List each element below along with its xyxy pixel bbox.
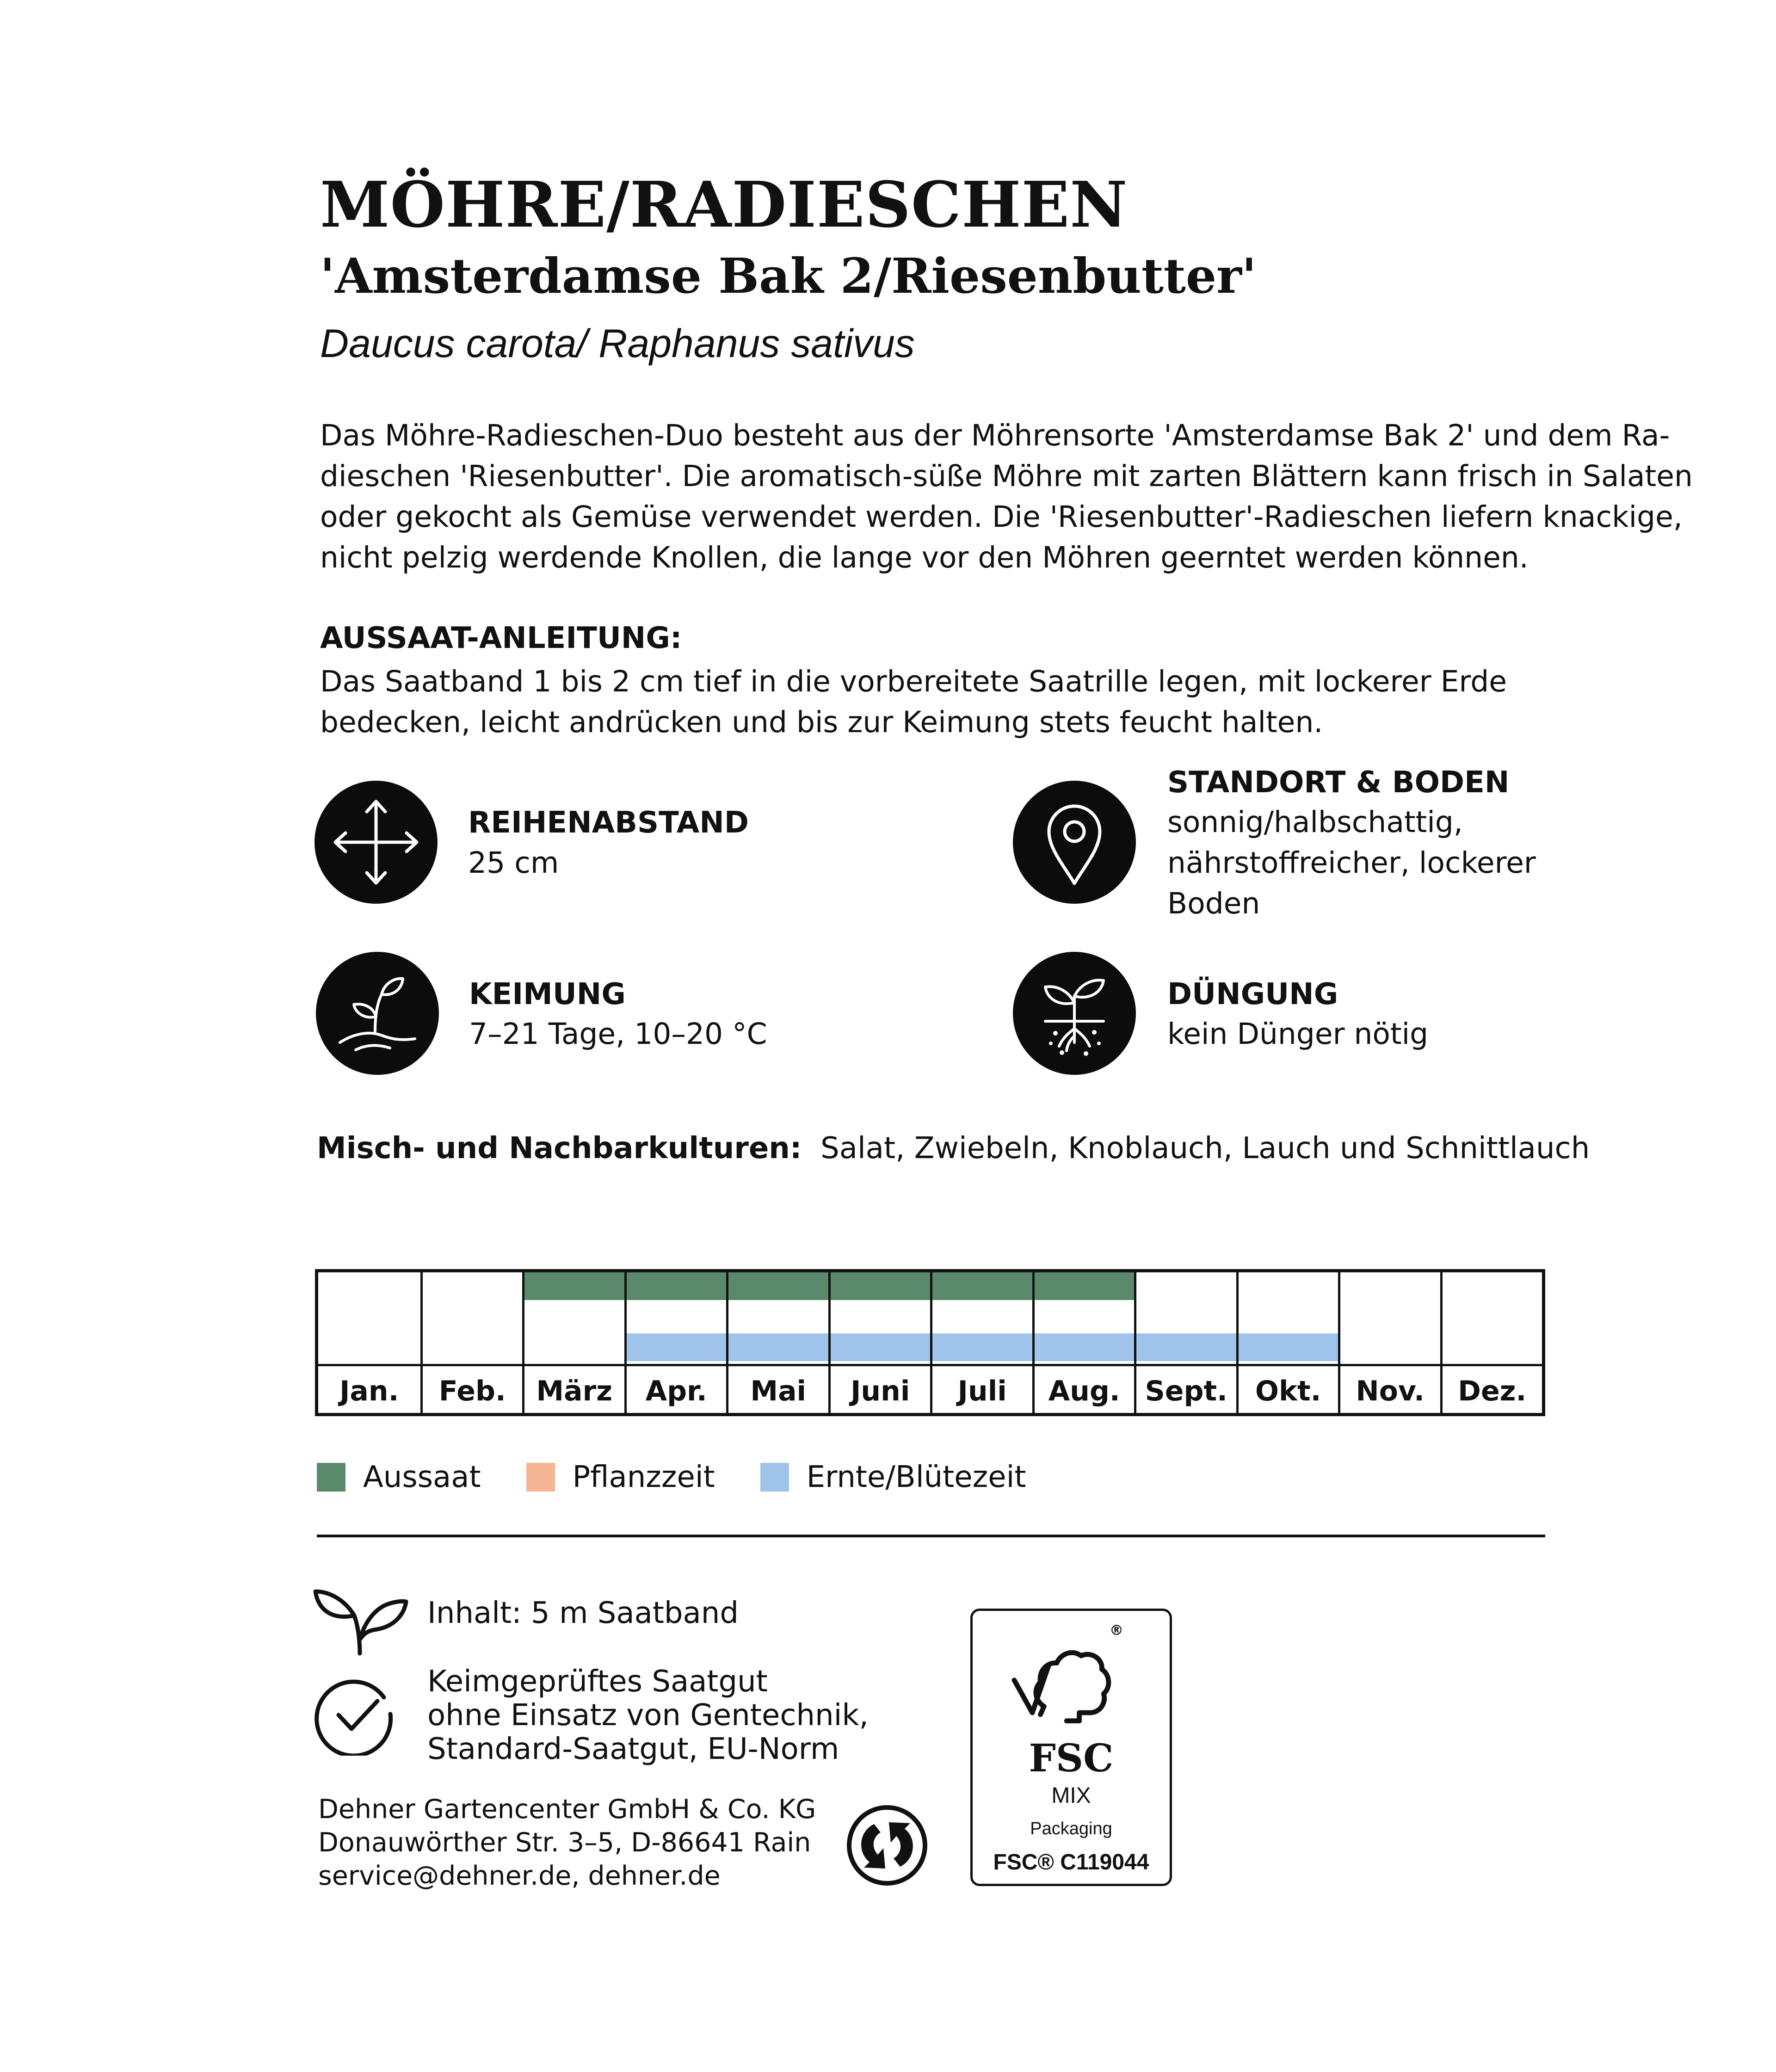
- product-description: [320, 415, 1693, 578]
- calendar-month-label: Apr.: [645, 1375, 707, 1407]
- arrows-cross-icon: [314, 781, 438, 904]
- calendar-month: [1440, 1272, 1542, 1413]
- calendar-month-label: Dez.: [1458, 1375, 1527, 1407]
- fsc-wordmark: FSC: [1029, 1736, 1114, 1781]
- germination-value: 7–21 Tage, 10–20 °C: [469, 1017, 767, 1051]
- description-line: Das Möhre-Radieschen-Duo besteht aus der Möhrensorte 'Amsterdamse Bak 2' und dem Ra-: [320, 419, 1670, 452]
- calendar-month: [1338, 1272, 1440, 1413]
- product-title: MÖHRE/RADIESCHEN: [320, 168, 1128, 242]
- address-line: Dehner Gartencenter GmbH & Co. KG: [318, 1794, 816, 1825]
- map-pin-icon: [1013, 781, 1136, 904]
- location-line: sonnig/halbschattig,: [1167, 805, 1463, 839]
- calendar-row-divider: [627, 1364, 727, 1366]
- package-content: Inhalt: 5 m Saatband: [427, 1596, 739, 1630]
- legend-label-plant: Pflanzzeit: [572, 1460, 715, 1494]
- calendar-row-divider: [1239, 1364, 1338, 1366]
- legend-swatch-sow: [317, 1463, 345, 1492]
- sowing-heading: AUSSAAT-ANLEITUNG:: [320, 621, 682, 655]
- calendar-month: [318, 1272, 420, 1413]
- sowing-bar: [831, 1272, 931, 1300]
- sowing-calendar: [315, 1269, 1545, 1416]
- calendar-month-label: Juli: [957, 1375, 1007, 1407]
- calendar-month-label: Aug.: [1048, 1375, 1120, 1407]
- location-line: Boden: [1167, 887, 1260, 920]
- description-line: nicht pelzig werdende Knollen, die lange vor den Möhren geerntet werden können.: [320, 541, 1529, 574]
- calendar-month-label: Sept.: [1145, 1375, 1227, 1407]
- row-spacing-heading: REIHENABSTAND: [468, 806, 749, 840]
- sowing-line: Das Saatband 1 bis 2 cm tief in die vorbereitete Saatrille legen, mit lockerer Erde: [320, 665, 1507, 698]
- leaves-icon: [312, 1570, 409, 1658]
- fsc-logo: [970, 1609, 1172, 1886]
- fsc-packaging-label: Packaging: [1030, 1819, 1112, 1838]
- calendar-row-divider: [1136, 1364, 1236, 1366]
- check-circle-icon: [314, 1672, 398, 1756]
- description-line: oder gekocht als Gemüse verwendet werden. Die 'Riesenbutter'-Radieschen liefern knackige,: [320, 500, 1683, 534]
- calendar-month: [726, 1272, 828, 1413]
- companion-text: Salat, Zwiebeln, Knoblauch, Lauch und Schnittlauch: [820, 1131, 1590, 1166]
- fertilizer-value: kein Dünger nötig: [1167, 1017, 1429, 1051]
- sowing-line: bedecken, leicht andrücken und bis zur Keimung stets feucht halten.: [320, 705, 1323, 739]
- calendar-month: [930, 1272, 1032, 1413]
- calendar-row-divider: [524, 1364, 624, 1366]
- calendar-month: [1134, 1272, 1236, 1413]
- calendar-month: [522, 1272, 624, 1413]
- sowing-bar: [524, 1272, 624, 1300]
- harvest-bar: [1239, 1333, 1338, 1361]
- location-heading: STANDORT & BODEN: [1167, 765, 1510, 800]
- quality-statement: [427, 1665, 869, 1766]
- calendar-month-label: Okt.: [1255, 1375, 1321, 1407]
- calendar-month: [1032, 1272, 1135, 1413]
- legend-item-sow: [317, 1460, 481, 1494]
- quality-line: ohne Einsatz von Gentechnik,: [427, 1698, 869, 1733]
- germination-heading: KEIMUNG: [469, 977, 626, 1011]
- calendar-month: [828, 1272, 931, 1413]
- legend-item-plant: [526, 1460, 715, 1494]
- row-spacing-value: 25 cm: [468, 846, 559, 880]
- latin-name: Daucus carota/ Raphanus sativus: [320, 321, 915, 366]
- harvest-bar: [1136, 1333, 1236, 1361]
- calendar-row-divider: [1443, 1364, 1542, 1366]
- sowing-instructions: [320, 661, 1507, 743]
- description-line: dieschen 'Riesenbutter'. Die aromatisch-süße Möhre mit zarten Blättern kann frisch in Salaten: [320, 459, 1693, 493]
- legend-label-harvest: Ernte/Blütezeit: [806, 1460, 1026, 1494]
- calendar-month-label: Nov.: [1356, 1375, 1424, 1407]
- calendar-row-divider: [932, 1364, 1032, 1366]
- calendar-row-divider: [1035, 1364, 1135, 1366]
- calendar-legend: [317, 1459, 1071, 1496]
- companion-label: Misch- und Nachbarkulturen:: [317, 1131, 802, 1166]
- location-line: nährstoffreicher, lockerer: [1167, 846, 1536, 880]
- legend-swatch-harvest: [760, 1463, 789, 1492]
- calendar-month-label: Mai: [750, 1375, 807, 1407]
- companion-plants: [317, 1131, 1590, 1166]
- divider: [317, 1535, 1545, 1537]
- legend-swatch-plant: [526, 1463, 555, 1492]
- fsc-registered-mark: ®: [1110, 1622, 1123, 1639]
- harvest-bar: [932, 1333, 1032, 1361]
- harvest-bar: [1035, 1333, 1135, 1361]
- address-line: Donauwörther Str. 3–5, D-86641 Rain: [318, 1827, 811, 1858]
- calendar-row-divider: [318, 1364, 420, 1366]
- sowing-bar: [627, 1272, 727, 1300]
- sowing-bar: [1035, 1272, 1135, 1300]
- company-address: [318, 1793, 816, 1893]
- location-text: [1167, 802, 1536, 924]
- calendar-month-label: Juni: [851, 1375, 910, 1407]
- legend-label-sow: Aussaat: [363, 1460, 481, 1494]
- harvest-bar: [728, 1333, 828, 1361]
- green-dot-icon: [845, 1804, 929, 1887]
- plant-roots-icon: [1013, 952, 1136, 1075]
- fertilizer-heading: DÜNGUNG: [1167, 977, 1338, 1011]
- calendar-row-divider: [1340, 1364, 1440, 1366]
- calendar-month-label: März: [536, 1375, 613, 1407]
- calendar-month-label: Jan.: [339, 1375, 399, 1407]
- quality-line: Standard-Saatgut, EU-Norm: [427, 1732, 839, 1766]
- fsc-tree-icon: [973, 1611, 1170, 1740]
- calendar-row-divider: [423, 1364, 523, 1366]
- sowing-bar: [932, 1272, 1032, 1300]
- calendar-month: [420, 1272, 523, 1413]
- calendar-row-divider: [728, 1364, 828, 1366]
- variety-name: 'Amsterdamse Bak 2/Riesenbutter': [320, 247, 1257, 304]
- quality-line: Keimgeprüftes Saatgut: [427, 1665, 768, 1699]
- seedling-icon: [316, 952, 439, 1075]
- harvest-bar: [831, 1333, 931, 1361]
- legend-item-harvest: [760, 1460, 1026, 1494]
- calendar-row-divider: [831, 1364, 931, 1366]
- address-line: service@dehner.de, dehner.de: [318, 1861, 721, 1891]
- fsc-mix-label: MIX: [1051, 1783, 1091, 1808]
- fsc-license-code: FSC® C119044: [993, 1850, 1149, 1875]
- calendar-month: [624, 1272, 727, 1413]
- sowing-bar: [728, 1272, 828, 1300]
- calendar-month: [1236, 1272, 1338, 1413]
- calendar-month-label: Feb.: [438, 1375, 506, 1407]
- harvest-bar: [627, 1333, 727, 1361]
